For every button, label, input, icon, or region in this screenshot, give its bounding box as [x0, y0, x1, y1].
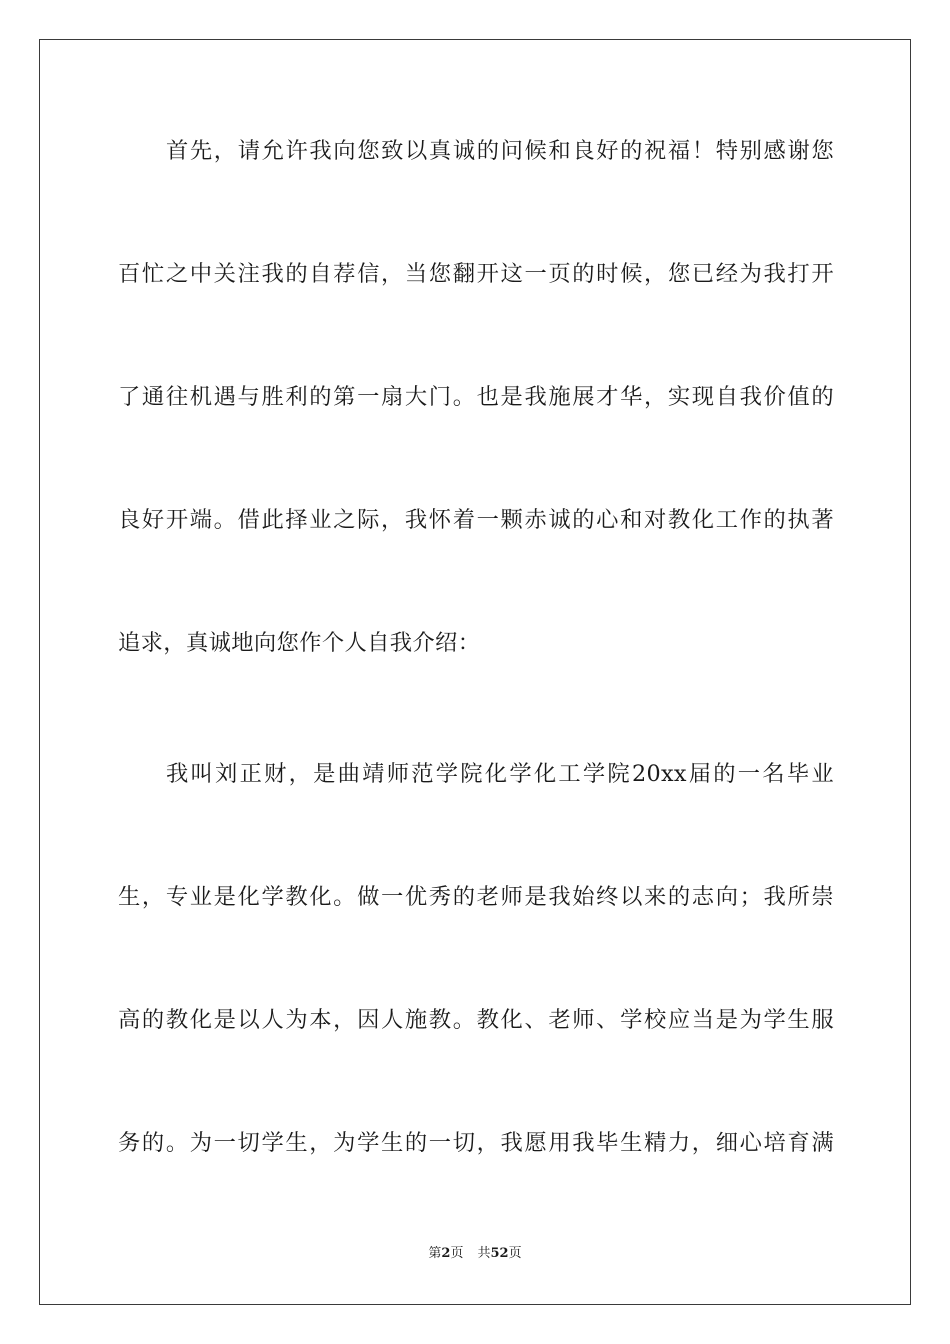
paragraph-2-line-1: 我叫刘正财，是曲靖师范学院化学化工学院20xx届的一名毕业	[166, 761, 834, 787]
paragraph-2-line-2: 生，专业是化学教化。做一优秀的老师是我始终以来的志向；我所崇	[118, 884, 834, 910]
page-prefix: 第	[428, 1246, 442, 1261]
paragraph-1-line-2: 百忙之中关注我的自荐信，当您翻开这一页的时候，您已经为我打开	[118, 261, 834, 287]
paragraph-1-line-1: 首先，请允许我向您致以真诚的问候和良好的祝福！特别感谢您	[166, 138, 834, 164]
page-border	[39, 39, 911, 1305]
paragraph-2-line-4: 务的。为一切学生，为学生的一切，我愿用我毕生精力，细心培育满	[118, 1130, 834, 1156]
paragraph-1-line-3: 了通往机遇与胜利的第一扇大门。也是我施展才华，实现自我价值的	[118, 384, 834, 410]
paragraph-2-line-3: 高的教化是以人为本，因人施教。教化、老师、学校应当是为学生服	[118, 1007, 834, 1033]
paragraph-1-line-4: 良好开端。借此择业之际，我怀着一颗赤诚的心和对教化工作的执著	[118, 507, 834, 533]
page-footer	[0, 1245, 950, 1263]
total-pages: 52	[490, 1246, 509, 1261]
page-suffix: 页	[450, 1246, 464, 1261]
page-number: 2	[441, 1246, 451, 1261]
total-suffix: 页	[508, 1246, 522, 1261]
paragraph-1-line-5: 追求，真诚地向您作个人自我介绍：	[118, 630, 481, 656]
total-prefix: 共	[477, 1246, 491, 1261]
